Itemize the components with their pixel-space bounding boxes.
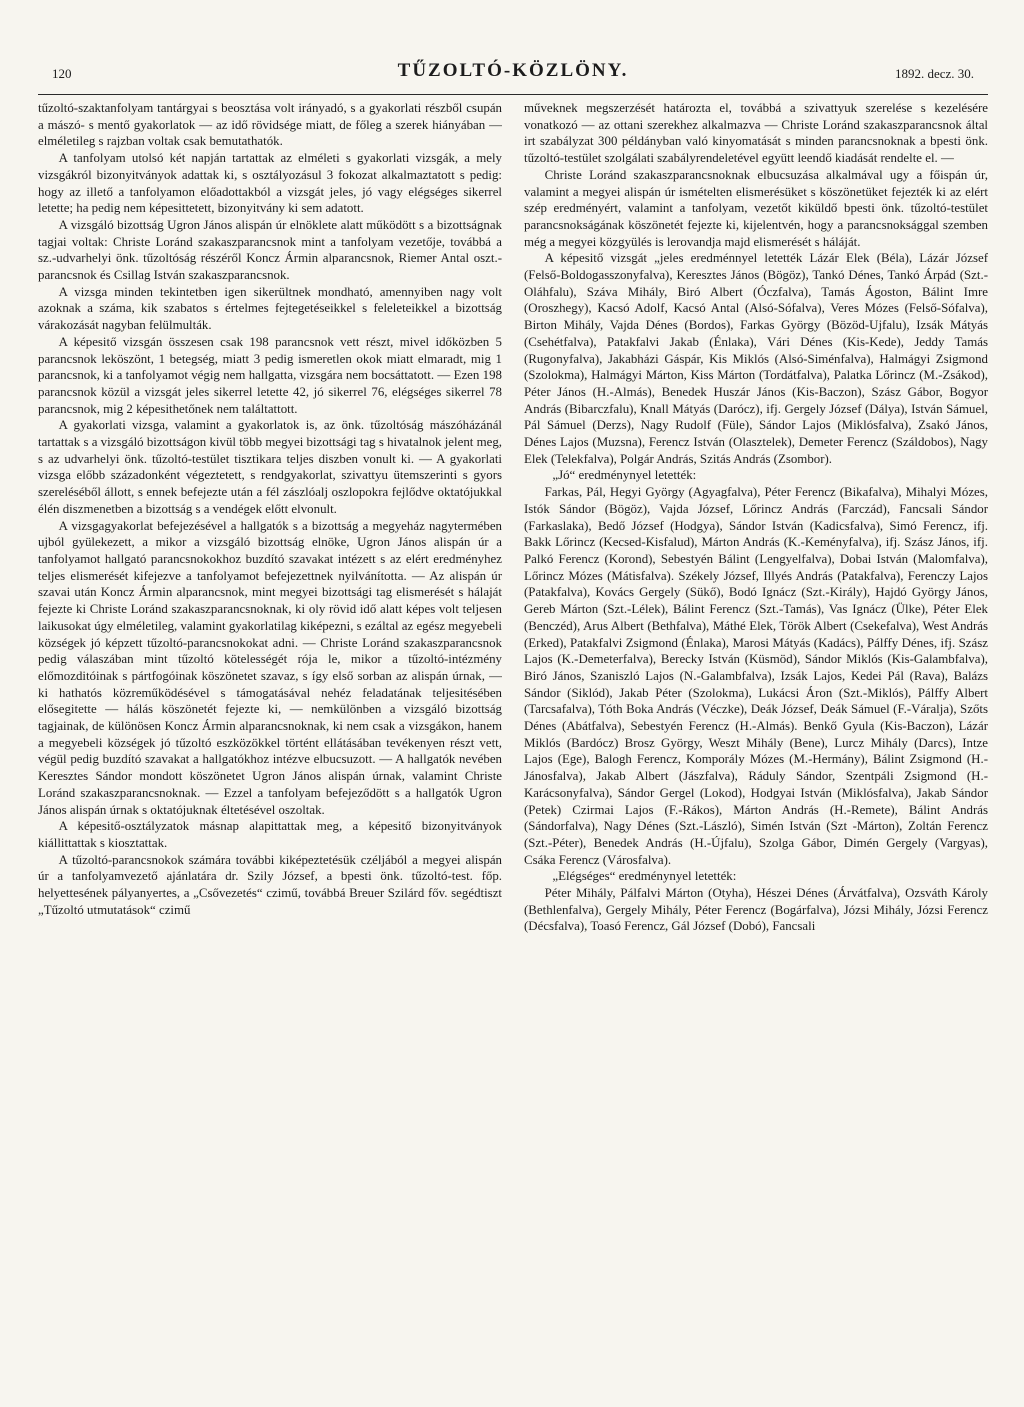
left-column — [38, 100, 502, 1388]
newspaper-page — [38, 58, 988, 1388]
paragraph: A képesitő vizsgát „jeles eredménnyel letették Lázár Elek (Béla), Lázár József (Felső-Boldogasszonyfalva), Keresztes János (Bögöz), Tankó Dénes, Tankó Árpád (Szt.-Oláhfalu), Száva Mihály, Biró Albert (Óczfalva), Tamás Ágoston, Bálint Imre (Oroszhegy), Kacsó Adolf, Kacsó Antal (Alsó-Sófalva), Veres Mózes (Felső-Sófalva), Birton Mihály, Vajda Dénes (Bordos), Farkas György (Bözöd-Ujfalu), Izsák Mátyás (Csehétfalva), Patakfalvi Jakab (Énlaka), Vári Dénes (Kis-Kede), Jeddy Tamás (Rugonyfalva), Jakabházi Gáspár, Kis Miklós (Alsó-Siménfalva), Halmágyi Zsigmond (Szolokma), Halmágyi Márton, Kiss Márton (Tordátfalva), Palatka Lőrincz (M.-Zsákod), Péter János (H.-Almás), Benedek Huszár János (Kis-Baczon), Szász Gábor, Bogyor András (Bibarczfalu), Knall Mátyás (Darócz), ifj. Gergely József (Dálya), István Sámuel, Pál Sámuel (Derzs), Nagy Rudolf (Füle), Sándor Lajos (Miklósfalva), Zsakó János, Dénes Lajos (Muzsna), Ferencz István (Olasztelek), Demeter Ferencz (Száldobos), Nagy Elek (Telekfalva), Polgár András, Szitás András (Zsombor). — [524, 251, 988, 466]
paragraph: A vizsgáló bizottság Ugron János alispán úr elnöklete alatt működött s a bizottságnak tagjai voltak: Christe Loránd szakaszparancsnok mint a tanfolyam vezetője, továbbá a sz.-udvarhelyi önk. tűzoltóság részéről Koncz Ármin alparancsnok, Riemer Antal oszt.-parancsnok és Csillag István szakaszparancsnok. — [38, 217, 502, 283]
section-heading-jo: „Jó“ eredménynyel letették: — [552, 468, 697, 483]
paragraph: A képesitő vizsgán összesen csak 198 parancsnok vett részt, mivel időközben 5 parancsnok leköszönt, 1 betegség, miatt 3 pedig ismeretlen okok miatt elmaradt, mig 1 parancsnok, ki a tanfolyamot végig nem hallgatta, vizsgára nem bocsáttatott. — Ezen 198 parancsnok közül a vizsgát jeles sikerrel letette 42, jó sikerrel 76, elégséges sikerrel 78 parancsnok, mig 2 képesithetőnek nem találtattott. — [38, 334, 502, 416]
page-number: 120 — [52, 66, 72, 81]
paragraph: A tűzoltó-parancsnokok számára további kiképeztetésük czéljából a megyei alispán úr a tanfolyamvezető ajánlatára dr. Szily József, a bpesti önk. tűzoltó-test. főp. helyettesének pályanyertes, a „Csővezetés“ czimű, továbbá Breuer Szilárd főv. segédtiszt „Tűzoltó utmutatások“ czimű — [38, 852, 502, 917]
section-heading-elegseges: „Elégséges“ eredménynyel letették: — [552, 869, 737, 884]
paragraph: A vizsga minden tekintetben igen sikerültnek mondható, amennyiben nagy volt azoknak a száma, kik szabatos s értelmes fejtegetéseikkel s feleleteikkel a bizottság várakozását nagyban felülmulták. — [38, 284, 502, 333]
paragraph: A vizsgagyakorlat befejezésével a hallgatók s a bizottság a megyeház nagytermében ujból gyülekezett, a mikor a vizsgáló bizottság elnöke, Ugron János alispán úr a tanfolyamot hallgató parancsnokokhoz buzdító szavakat intézett s az elért eredményhez teljes elismerését kifejezve a tanfolyamot befejezettnek nyilvánította. — Az alispán úr szavai után Koncz Ármin alparancsnok, mint megyei bizottsági tag elismerését s hálaját fejezte ki Christe Loránd szakaszparancsnoknak, ki oly rövid idő alatt képes volt teljesen laikusokat úgy elméletileg, valamint gyakorlatilag kiképezni, s ezáltal az egész megyebeli községek jó képzett tűzoltó-parancsnokokat adni. — Christe Loránd szakaszparancsnok pedig válaszában mint tűzoltó kötelességét rója le, mikor a tűzoltó-intézmény előmozditóinak s pártfogóinak köszönetet szavaz, s így első sorban az alispán úrnak, — ki hathatós közreműködésével s támogatásával nehéz feladatának teljesitésében elősegitette — hálás köszönetét fejezte ki, — nemkülönben a vizsgáló bizottság tagjainak, de különösen Koncz Ármin alparancsnoknak, ki nem csak a vizsgákon, hanem a megyebeli községek jó tűzoltó eszközökkel történt ellátásában tevékenyen részt vett, végül pedig buzdító szavakat a hallgatókhoz intézve elbucsuzott. — A hallgatók nevében Keresztes Sándor mondott köszönetet Ugron János alispán úrnak, valamint Christe Loránd szakaszparancsnoknak. — Ezzel a tanfolyam befejeződött s a hallgatók Ugron János alispán úrnak s oktatójuknak éltetésével oszoltak. — [38, 518, 502, 817]
paragraph: műveknek megszerzését határozta el, továbbá a szivattyuk szerelése s kezelésére vonatkozó — az ottani szerekhez alkalmazva — Christe Loránd szakaszparancsnok által irt szabályzat 300 példányban való kinyomatását s minden parancsnoknak a bpesti önk. tűzoltó-testület szolgálati szabályrendeletével együtt leendő kiadását rendelte el. — — [524, 101, 988, 166]
paragraph: Péter Mihály, Pálfalvi Márton (Otyha), Hészei Dénes (Árvátfalva), Ozsváth Károly (Bethlenfalva), Gergely Mihály, Péter Ferencz (Bogárfalva), Józsi Mihály, Józsi Ferencz (Décsfalva), Toasó Ferencz, Gál József (Dobó), Fancsali — [524, 886, 988, 934]
paragraph: tűzoltó-szaktanfolyam tantárgyai s beosztása volt irányadó, s a gyakorlati részből csupán a mászó- s mentő gyakorlatok — az idő rövidsége miatt, de főleg a szerek hiányában — elméletileg s rajzban voltak csak bemutathatók. — [38, 101, 502, 149]
masthead-title: TŰZOLTÓ-KÖZLÖNY. — [397, 60, 629, 81]
paragraph: A képesitő-osztályzatok másnap alapittattak meg, a képesitő bizonyitványok kiállittattak s kiosztattak. — [38, 819, 502, 850]
text-columns — [38, 100, 988, 1388]
paragraph: A tanfolyam utolsó két napján tartattak az elméleti s gyakorlati vizsgák, a mely vizsgákról bizonyitványok adattak ki, s osztályozásul 3 fokozat alkalmaztatott s pedig: hogy az illető a tanfolyamon előadottakból a vizsgát jeles, jó vagy elégséges sikerrel letette; ha pedig nem képesittetett, bizonyitvány ki sem adatott. — [38, 151, 502, 216]
paragraph: Farkas, Pál, Hegyi György (Agyagfalva), Péter Ferencz (Bikafalva), Mihalyi Mózes, Istók Sándor (Bögöz), Vajda József, Lőrincz András (Farczád), Fancsali Sándor (Farkaslaka), Bedő József (Hodgya), Sándor István (Kadicsfalva), Simó Ferencz, ifj. Bakk Lőrincz (Kecsed-Kisfalud), Márton András (K.-Keményfalva), ifj. Szász János, ifj. Palkó Ferencz (Korond), Sebestyén Bálint (Lengyelfalva), Dobai István (Malomfalva), Lőrincz Mózes (Mátisfalva). Székely József, Illyés András (Patakfalva), Ferenczy Lajos (Patakfalva), Kovács Gergely (Sükő), Bodó Ignácz (Szt.-Király), Hajdó György János, Gereb Márton (Szt.-Lélek), Bálint Ferencz (Szt.-Tamás), Vas Ignácz (Ülke), Péter Elek (Benczéd), Arus Albert (Bethfalva), Máthé Elek, Török Albert (Csekefalva), West András (Erked), Patakfalvi Zsigmond (Énlaka), Marosi Mátyás (Kadács), Pálffy Dénes, ifj. Szász Lajos (K.-Demeterfalva), Berecky István (Küsmöd), Sándor Miklós (Kis-Galambfalva), Biró János, Szaniszló Lajos (N.-Galambfalva), Izsák Lajos, Kedei Pál (Rava), Balázs Sándor (Siklód), Jakab Péter (Szolokma), Lukácsi Áron (Szt.-Miklós), Pálffy Albert (Tarcsafalva), Tóth Boka András (Véczke), Deák József, Deák Sámuel (F.-Váralja), Szőts Dénes (Abátfalva), Sebestyén Ferencz (H.-Almás). Benkő Gyula (Kis-Baczon), Lázár Miklós (Bardócz) Brosz György, Weszt Mihály (Bene), Lurcz Mihály (Darcs), Intze Lajos (Ege), Balogh Ferencz, Komporály Mózes (M.-Hermány), Bálint Zsigmond (H.-Jánosfalva), Jakab Albert (Jászfalva), Ráduly Sándor, Szentpáli Zsigmond (H.-Karácsonyfalva), Sándor Gergel (Lokod), Hodgyai István (Miklósfalva), Jakab Sándor (Petek) Czirmai Lajos (F.-Rákos), Márton András (H.-Remete), Bálint András (Sándorfalva), Nagy Dénes (Szt.-László), Simén István (Szt -Márton), Zoltán Ferencz (Szt.-Péter), Benedek András (H.-Újfalu), Szolga Gábor, Dimén Gergely (Vargyas), Csáka Ferencz (Városfalva). — [524, 485, 988, 867]
right-column — [524, 100, 988, 1388]
issue-date: 1892. decz. 30. — [894, 66, 974, 81]
paragraph: A gyakorlati vizsga, valamint a gyakorlatok is, az önk. tűzoltóság mászóházánál tartattak s a vizsgáló bizottságon kivül több megyei bizottsági tag s hivatalnok jelent meg, s az udvarhelyi önk. tűzoltó-testület tisztikara teljes diszben vonult ki. — A gyakorlati vizsga előbb századonként végeztetett, s rendgyakorlat, szivattyu ütemszerinti s gyors szereléséből állott, s ennek befejezte után a fél zászlóalj oszlopokra fejlődve oktatójukkal élén diszmenetben a bizottság s a vendégek előtt elvonult. — [38, 418, 502, 516]
paragraph: Christe Loránd szakaszparancsnoknak elbucsuzása alkalmával ugy a főispán úr, valamint a megyei alispán úr ismételten elismerésüket s köszönetüket fejezték ki az elért szép eredményért, valamint a tanfolyam, vezetőt kiküldő bpesti önk. tűzoltó-testület parancsnokságának köszönetét fejezte ki, kijelentvén, hogy a parancsnoksággal szemben még a megyei közgyülés is lerovandja majd elismerését s háláját. — [524, 167, 988, 249]
page-header — [38, 58, 988, 95]
